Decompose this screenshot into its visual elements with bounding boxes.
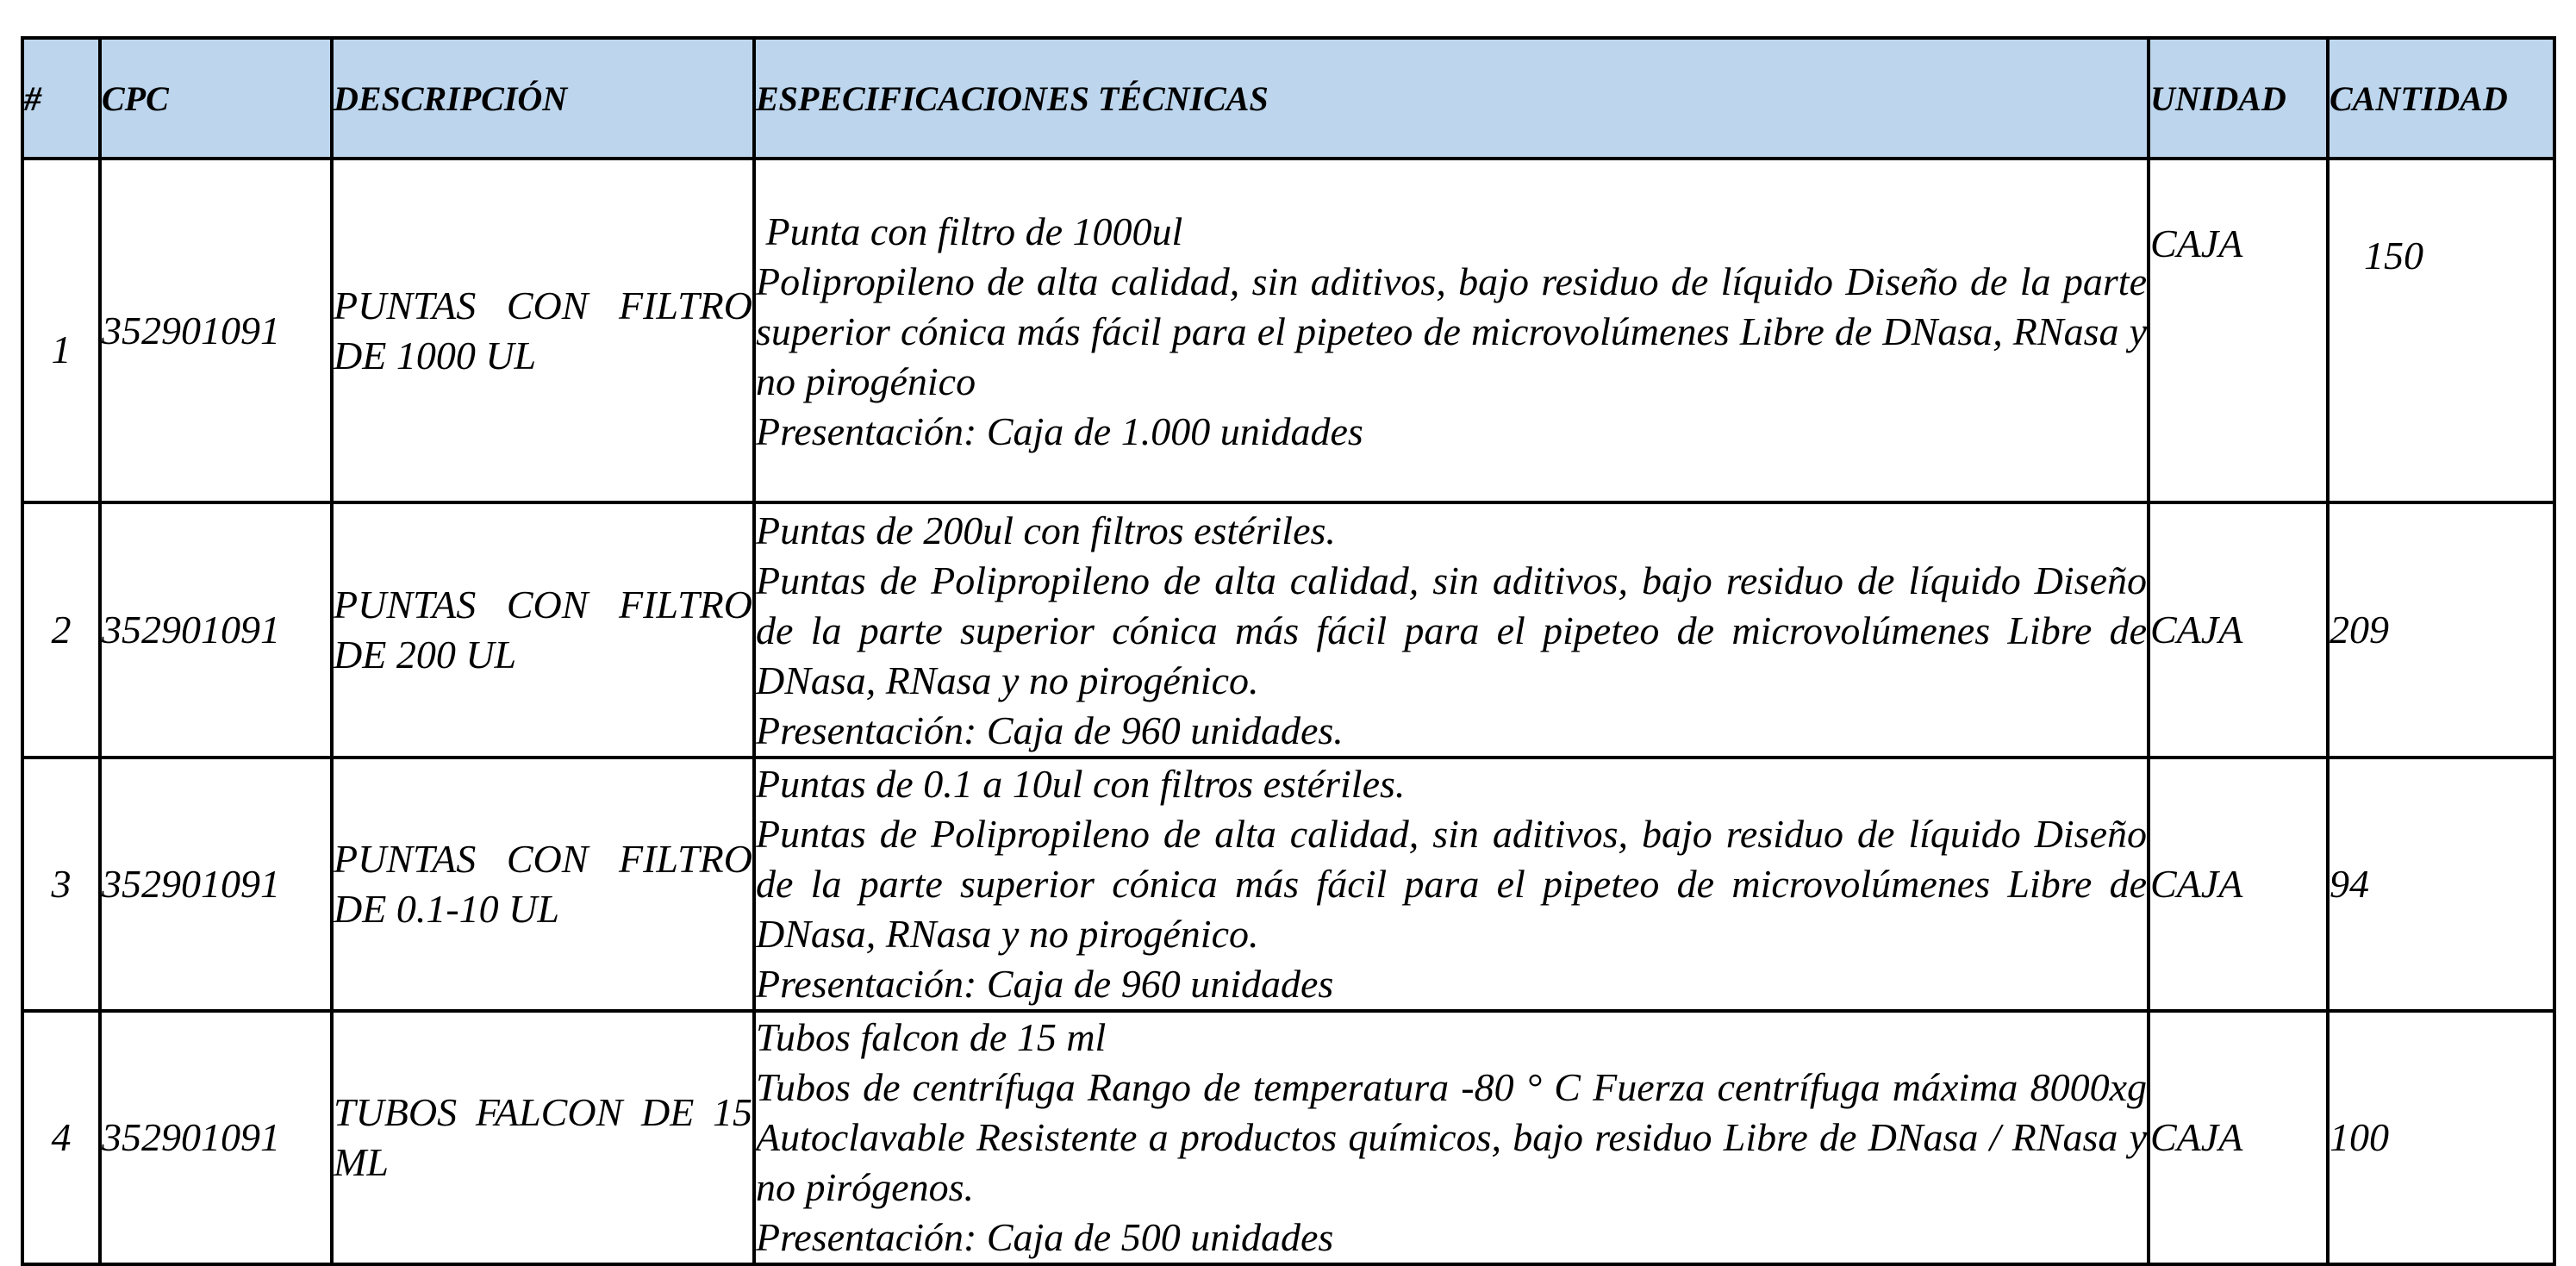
row-especificaciones xyxy=(754,159,2149,502)
row-number: 3 xyxy=(22,758,100,1011)
table-row xyxy=(22,758,2554,1011)
row-cantidad: 150 xyxy=(2328,159,2554,502)
header-cantidad: CANTIDAD xyxy=(2328,38,2554,159)
row-descripcion xyxy=(332,159,754,502)
spec-title: Puntas de 0.1 a 10ul con filtros estériles. xyxy=(756,762,1406,806)
row-number: 1 xyxy=(22,159,100,502)
table-row xyxy=(22,159,2554,502)
row-unidad: CAJA xyxy=(2149,159,2328,502)
table-header-row xyxy=(22,38,2554,159)
header-number: # xyxy=(22,38,100,159)
row-unidad: CAJA xyxy=(2149,758,2328,1011)
spec-body: Polipropileno de alta calidad, sin aditivos, bajo residuo de líquido Diseño de la parte superior cónica más fácil para el pipeteo de microvolúmenes Libre de DNasa, RNasa y no pirogénico xyxy=(756,259,2147,403)
spec-presentation: Presentación: Caja de 500 unidades xyxy=(756,1215,1334,1259)
spec-body: Puntas de Polipropileno de alta calidad, sin aditivos, bajo residuo de líquido Diseño de la parte superior cónica más fácil para el pipeteo de microvolúmenes Libre de DNasa, RNasa y no pirogénico. xyxy=(756,812,2147,956)
spec-title: Tubos falcon de 15 ml xyxy=(756,1015,1107,1059)
spec-title: Puntas de 200ul con filtros estériles. xyxy=(756,508,1336,552)
row-unidad: CAJA xyxy=(2149,1011,2328,1264)
items-table xyxy=(21,36,2556,1266)
row-cpc: 352901091 xyxy=(100,159,332,502)
spec-body: Tubos de centrífuga Rango de temperatura -80 ° C Fuerza centrífuga máxima 8000xg Autoclavable Resistente a productos químicos, bajo residuo Libre de DNasa / RNasa y no pirógenos. xyxy=(756,1065,2147,1209)
descripcion-text: PUNTAS CON FILTRO DE 0.1-10 UL xyxy=(334,837,752,931)
header-descripcion: DESCRIPCIÓN xyxy=(332,38,754,159)
row-cantidad: 94 xyxy=(2328,758,2554,1011)
spec-presentation: Presentación: Caja de 1.000 unidades xyxy=(756,408,1363,453)
row-number: 4 xyxy=(22,1011,100,1264)
row-descripcion xyxy=(332,502,754,758)
header-especificaciones: ESPECIFICACIONES TÉCNICAS xyxy=(754,38,2149,159)
row-cantidad: 100 xyxy=(2328,1011,2554,1264)
descripcion-text: TUBOS FALCON DE 15 ML xyxy=(334,1090,752,1184)
row-cpc: 352901091 xyxy=(100,502,332,758)
row-cpc: 352901091 xyxy=(100,758,332,1011)
row-especificaciones xyxy=(754,758,2149,1011)
spec-body: Puntas de Polipropileno de alta calidad, sin aditivos, bajo residuo de líquido Diseño de la parte superior cónica más fácil para el pipeteo de microvolúmenes Libre de DNasa, RNasa y no pirogénico. xyxy=(756,558,2147,702)
table-row xyxy=(22,502,2554,758)
descripcion-text: PUNTAS CON FILTRO DE 1000 UL xyxy=(334,283,752,377)
row-number: 2 xyxy=(22,502,100,758)
row-unidad: CAJA xyxy=(2149,502,2328,758)
descripcion-text: PUNTAS CON FILTRO DE 200 UL xyxy=(334,583,752,677)
spec-title: Punta con filtro de 1000ul xyxy=(756,209,1183,253)
header-cpc: CPC xyxy=(100,38,332,159)
row-cantidad: 209 xyxy=(2328,502,2554,758)
row-especificaciones xyxy=(754,502,2149,758)
spec-presentation: Presentación: Caja de 960 unidades. xyxy=(756,708,1344,752)
header-unidad: UNIDAD xyxy=(2149,38,2328,159)
row-descripcion xyxy=(332,758,754,1011)
spec-presentation: Presentación: Caja de 960 unidades xyxy=(756,962,1334,1006)
row-cpc: 352901091 xyxy=(100,1011,332,1264)
